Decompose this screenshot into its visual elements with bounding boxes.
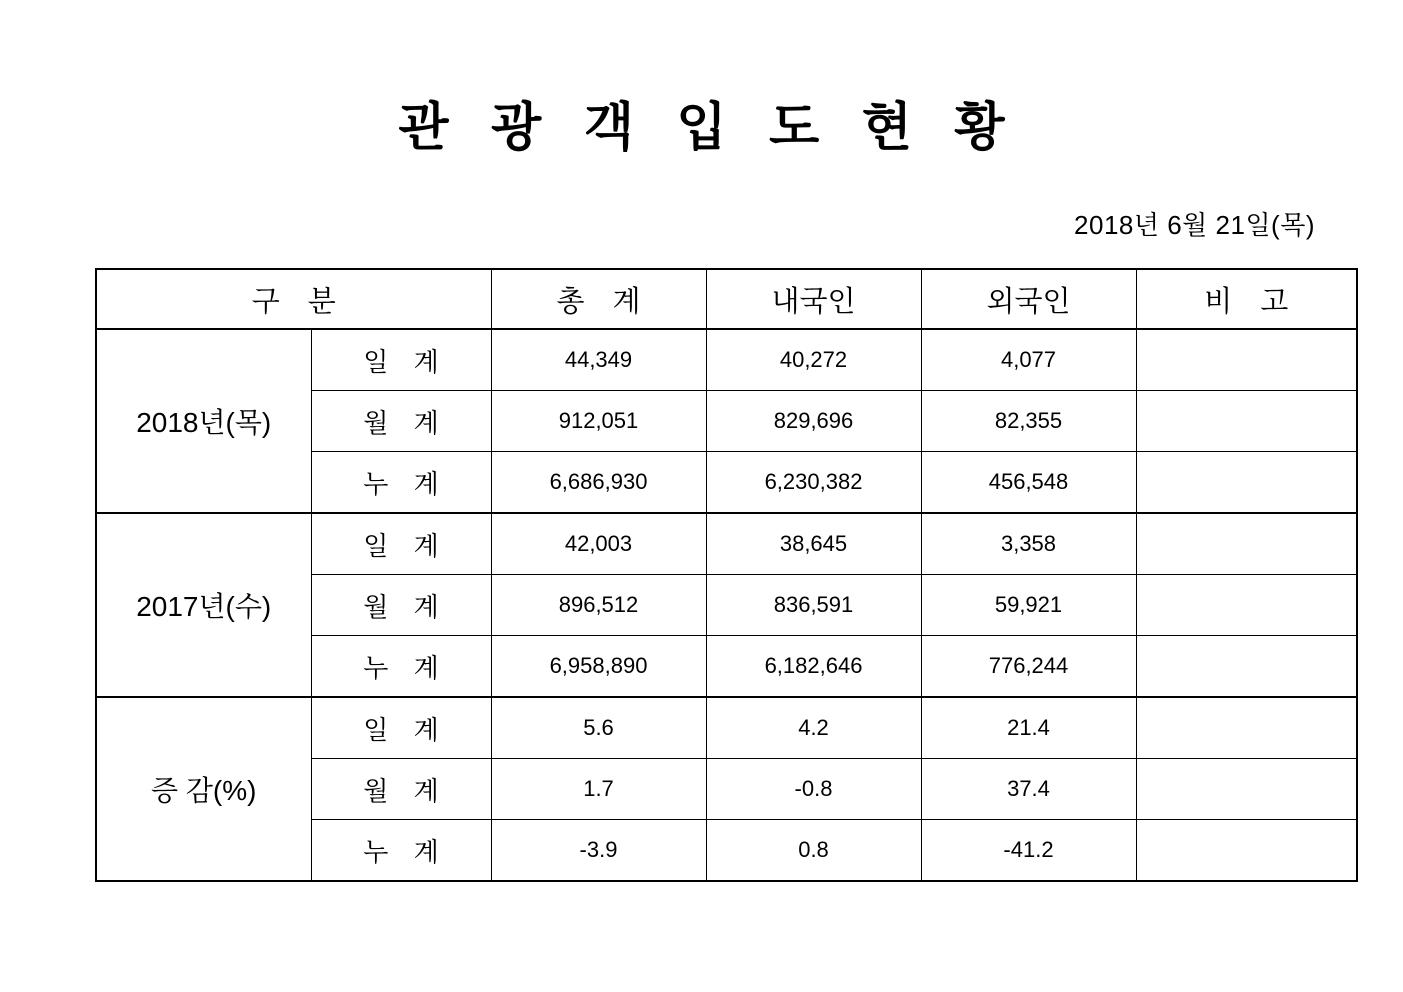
group-label-change: 증 감(%) [96, 697, 311, 881]
cell-foreign: 3,358 [921, 513, 1136, 575]
cell-domestic: 6,182,646 [706, 636, 921, 698]
table-row [96, 697, 1357, 759]
table-container [0, 242, 1403, 882]
sub-label-daily: 일 계 [311, 697, 491, 759]
header-foreign: 외국인 [921, 269, 1136, 329]
sub-label-cumulative: 누 계 [311, 452, 491, 514]
sub-label-cumulative: 누 계 [311, 636, 491, 698]
sub-label-monthly: 월 계 [311, 575, 491, 636]
table-header-row [96, 269, 1357, 329]
cell-total: 6,686,930 [491, 452, 706, 514]
cell-note [1136, 697, 1357, 759]
cell-foreign: 776,244 [921, 636, 1136, 698]
cell-total: 6,958,890 [491, 636, 706, 698]
sub-label-monthly: 월 계 [311, 391, 491, 452]
cell-domestic: 836,591 [706, 575, 921, 636]
sub-label-daily: 일 계 [311, 513, 491, 575]
cell-domestic: 6,230,382 [706, 452, 921, 514]
cell-foreign: -41.2 [921, 820, 1136, 882]
sub-label-daily: 일 계 [311, 329, 491, 391]
cell-total: 5.6 [491, 697, 706, 759]
cell-note [1136, 513, 1357, 575]
cell-total: 42,003 [491, 513, 706, 575]
cell-total: 912,051 [491, 391, 706, 452]
cell-total: 896,512 [491, 575, 706, 636]
cell-domestic: 40,272 [706, 329, 921, 391]
cell-note [1136, 452, 1357, 514]
header-division: 구 분 [96, 269, 491, 329]
report-date: 2018년 6월 21일(목) [1074, 210, 1315, 241]
table-row [96, 513, 1357, 575]
cell-domestic: 4.2 [706, 697, 921, 759]
table-row [96, 329, 1357, 391]
page-title: 관 광 객 입 도 현 황 [398, 99, 1019, 157]
cell-domestic: 38,645 [706, 513, 921, 575]
header-note: 비 고 [1136, 269, 1357, 329]
cell-foreign: 82,355 [921, 391, 1136, 452]
cell-note [1136, 391, 1357, 452]
cell-foreign: 456,548 [921, 452, 1136, 514]
cell-note [1136, 329, 1357, 391]
cell-foreign: 4,077 [921, 329, 1136, 391]
sub-label-cumulative: 누 계 [311, 820, 491, 882]
cell-note [1136, 820, 1357, 882]
group-label-2018: 2018년(목) [96, 329, 311, 513]
tourist-arrivals-table [95, 268, 1358, 882]
header-domestic: 내국인 [706, 269, 921, 329]
group-label-2017: 2017년(수) [96, 513, 311, 697]
cell-total: 1.7 [491, 759, 706, 820]
cell-note [1136, 575, 1357, 636]
cell-note [1136, 636, 1357, 698]
sub-label-monthly: 월 계 [311, 759, 491, 820]
header-total: 총 계 [491, 269, 706, 329]
cell-foreign: 59,921 [921, 575, 1136, 636]
cell-note [1136, 759, 1357, 820]
cell-total: -3.9 [491, 820, 706, 882]
cell-foreign: 37.4 [921, 759, 1136, 820]
cell-total: 44,349 [491, 329, 706, 391]
cell-domestic: -0.8 [706, 759, 921, 820]
cell-domestic: 829,696 [706, 391, 921, 452]
cell-foreign: 21.4 [921, 697, 1136, 759]
cell-domestic: 0.8 [706, 820, 921, 882]
